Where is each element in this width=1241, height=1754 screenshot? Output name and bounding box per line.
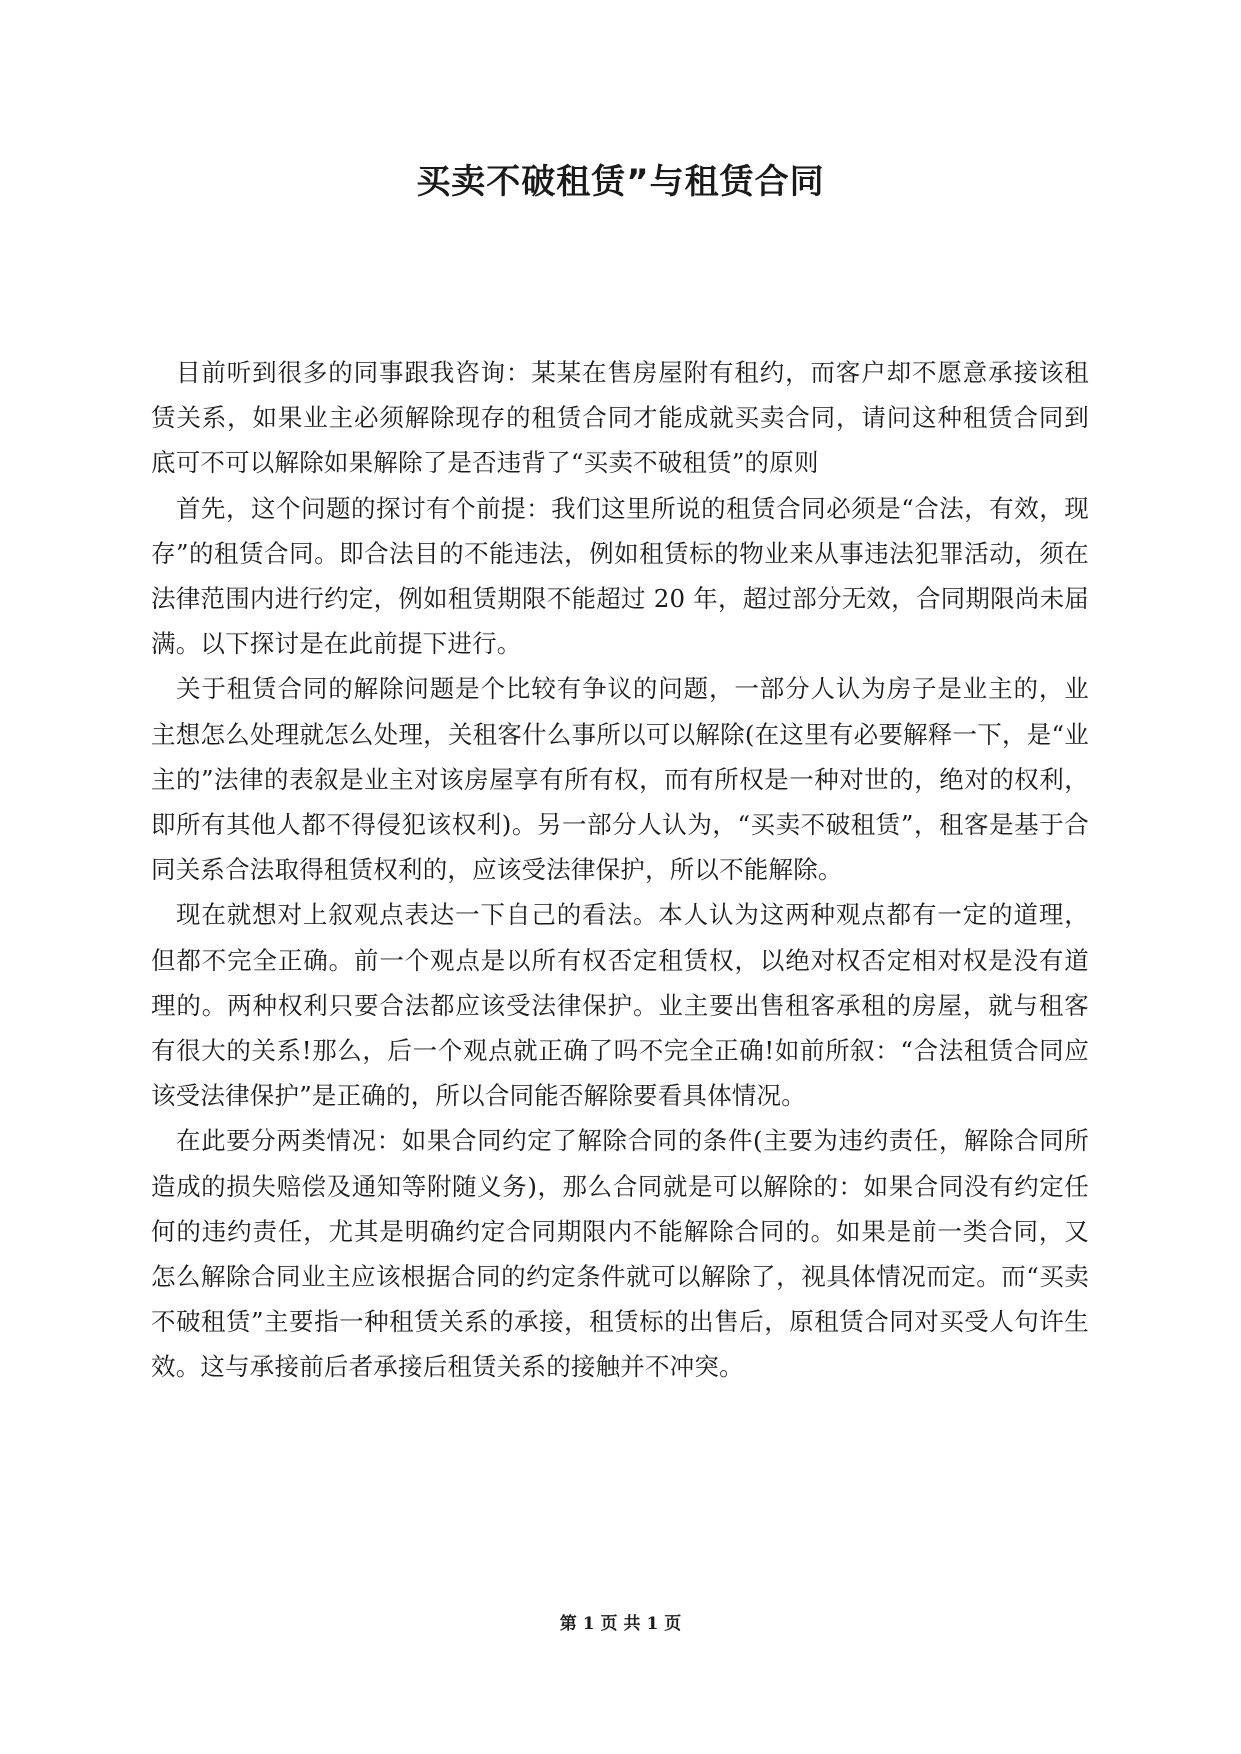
page-label-prefix: 第 [559,1614,577,1634]
page-label-suffix: 页 [664,1614,682,1634]
paragraph-5: 在此要分两类情况：如果合同约定了解除合同的条件(主要为违约责任，解除合同所造成的损失赔偿及通知等附随义务)，那么合同就是可以解除的：如果合同没有约定任何的违约责任，尤其是明确约定合同期限内不能解除合同的。如果是前一类合同，又怎么解除合同业主应该根据合同的约定条件就可以解除了，视具体情况而定。而“买卖不破租赁”主要指一种租赁关系的承接，租赁标的出售后，原租赁合同对买受人句许生效。这与承接前后者承接后租赁关系的接触并不冲突。 [151,1126,1089,1382]
paragraph-2: 首先，这个问题的探讨有个前提：我们这里所说的租赁合同必须是“合法，有效，现存”的租赁合同。即合法目的不能违法，例如租赁标的物业来从事违法犯罪活动，须在法律范围内进行约定，例如租赁期限不能超过 20 年，超过部分无效，合同期限尚未届满。以下探讨是在此前提下进行。 [151,493,1089,659]
paragraph-1: 目前听到很多的同事跟我咨询：某某在售房屋附有租约，而客户却不愿意承接该租赁关系，如果业主必须解除现存的租赁合同才能成就买卖合同，请问这种租赁合同到底可不可以解除如果解除了是否违背了“买卖不破租赁”的原则 [151,358,1089,478]
page-footer [0,1612,1241,1636]
document-body [151,350,1089,1390]
page-total: 1 [646,1614,659,1634]
page-label-mid: 页 共 [600,1614,641,1634]
paragraph-4: 现在就想对上叙观点表达一下自己的看法。本人认为这两种观点都有一定的道理，但都不完全正确。前一个观点是以所有权否定租赁权，以绝对权否定相对权是没有道理的。两种权利只要合法都应该受法律保护。业主要出售租客承租的房屋，就与租客有很大的关系!那么，后一个观点就正确了吗不完全正确!如前所叙：“合法租赁合同应该受法律保护”是正确的，所以合同能否解除要看具体情况。 [151,900,1089,1111]
paragraph-3: 关于租赁合同的解除问题是个比较有争议的问题，一部分人认为房子是业主的，业主想怎么处理就怎么处理，关租客什么事所以可以解除(在这里有必要解释一下，是“业主的”法律的表叙是业主对该房屋享有所有权，而有所权是一种对世的，绝对的权利，即所有其他人都不得侵犯该权利)。另一部分人认为，“买卖不破租赁”，租客是基于合同关系合法取得租赁权利的，应该受法律保护，所以不能解除。 [151,674,1089,885]
document-title: 买卖不破租赁”与租赁合同 [416,162,825,202]
page-number: 1 [582,1614,595,1634]
